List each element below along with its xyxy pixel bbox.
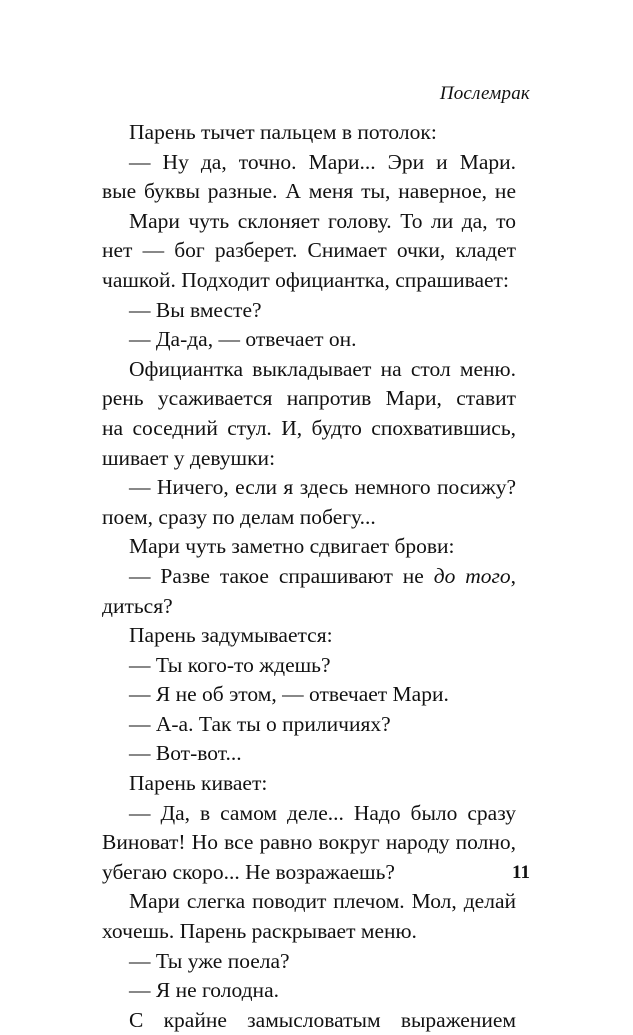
text-line: С крайне замысловатым выражением: [129, 1007, 516, 1032]
text-line: — Да, в самом деле... Надо было сразу: [129, 800, 516, 825]
text-line: Мари слегка поводит плечом. Мол, делай: [129, 889, 516, 914]
text-line: Виноват! Но все равно вокруг народу полно,: [102, 830, 516, 855]
text-line: на соседний стул. И, будто спохватившись,: [102, 415, 516, 440]
text-line: — Я не об этом, — отвечает Мари.: [129, 682, 449, 707]
text-line: — Я не голодна.: [129, 978, 279, 1003]
body-text: [102, 118, 516, 1035]
text-line: Официантка выкладывает на стол меню.: [129, 356, 516, 381]
text-line: чашкой. Подходит официантка, спрашивает:: [102, 267, 509, 292]
text-line: — Ничего, если я здесь немного посижу?: [129, 475, 516, 500]
page-number: 11: [512, 862, 530, 883]
italic-emphasis: до того: [433, 563, 511, 588]
text-line: — Да-да, — отвечает он.: [129, 327, 357, 352]
text-line: Мари чуть склоняет голову. То ли да, то: [129, 208, 516, 233]
text-line: нет — бог разберет. Снимает очки, кладет: [102, 238, 516, 263]
text-line: — А-а. Так ты о приличиях?: [129, 711, 391, 736]
text-line: — Ну да, точно. Мари... Эри и Мари.: [129, 149, 516, 174]
text-segment: — Разве такое спрашивают не: [129, 563, 434, 588]
text-line: диться?: [102, 593, 173, 618]
text-line: хочешь. Парень раскрывает меню.: [102, 919, 417, 944]
text-line: — Вы вместе?: [129, 297, 262, 322]
text-line: — Вот-вот...: [129, 741, 242, 766]
text-line: Парень задумывается:: [129, 623, 333, 648]
text-line: — Ты уже поела?: [129, 948, 290, 973]
text-line: шивает у девушки:: [102, 445, 276, 470]
text-line: рень усаживается напротив Мари, ставит: [102, 386, 516, 411]
text-line: Парень тычет пальцем в потолок:: [129, 120, 437, 144]
text-segment: ,: [510, 563, 516, 588]
text-line: убегаю скоро... Не возражаешь?: [102, 859, 395, 884]
text-line: вые буквы разные. А меня ты, наверное, не: [102, 179, 516, 204]
text-line: — Ты кого-то ждешь?: [129, 652, 331, 677]
text-line: поем, сразу по делам побегу...: [102, 504, 376, 529]
text-line-with-italic: [102, 562, 516, 592]
text-line: Мари чуть заметно сдвигает брови:: [129, 534, 455, 559]
text-line: Парень кивает:: [129, 771, 268, 796]
running-header: Послемрак: [439, 83, 530, 104]
